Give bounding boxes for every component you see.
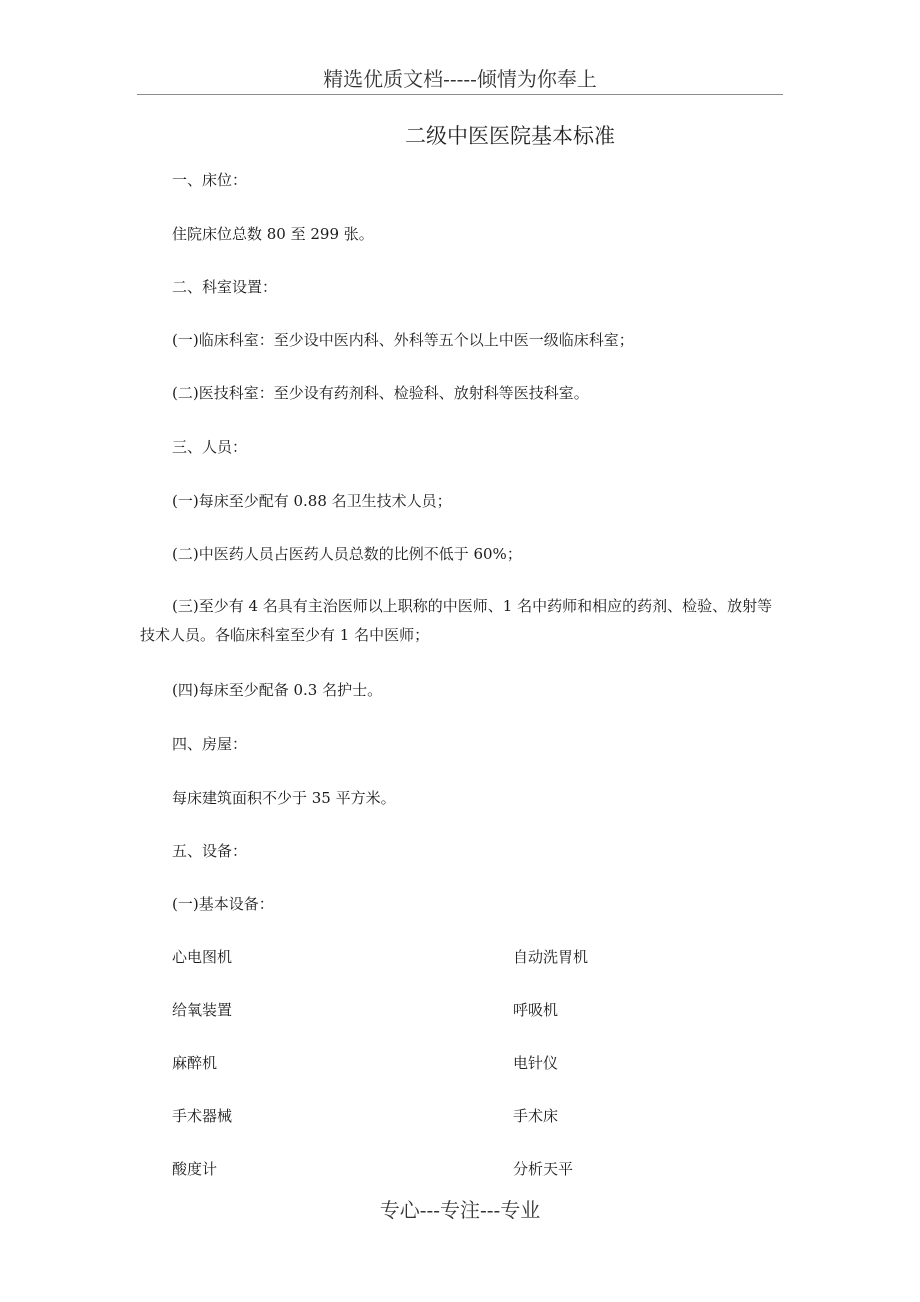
page-footer: 专心---专注---专业 [379,1198,541,1222]
equipment-item: 自动洗胃机 [513,948,589,966]
document-title: 二级中医医院基本标准 [405,124,615,148]
equipment-item: 给氧装置 [172,1001,233,1019]
equipment-subheading: (一)基本设备： [172,895,274,913]
equipment-item: 酸度计 [172,1160,218,1178]
equipment-item: 手术床 [513,1107,559,1125]
housing-text: 每床建筑面积不少于 35 平方米。 [172,789,396,807]
equipment-item: 心电图机 [172,948,233,966]
staff-item: (二)中医药人员占医药人员总数的比例不低于 60%； [172,545,522,563]
beds-text: 住院床位总数 80 至 299 张。 [172,225,374,243]
staff-item-paragraph: (三)至少有 4 名具有主治医师以上职称的中医师、1 名中药师和相应的药剂、检验、放射等技术人员。各临床科室至少有 1 名中医师； [140,597,773,644]
equipment-item: 麻醉机 [172,1054,218,1072]
department-item: (二)医技科室：至少设有药剂科、检验科、放射科等医技科室。 [172,384,589,402]
department-item: (一)临床科室：至少设中医内科、外科等五个以上中医一级临床科室； [172,331,634,349]
page-header: 精选优质文档-----倾情为你奉上 [137,64,783,95]
equipment-item: 分析天平 [513,1160,574,1178]
section-heading-beds: 一、床位： [172,171,248,189]
equipment-item: 手术器械 [172,1107,233,1125]
staff-item: (四)每床至少配备 0.3 名护士。 [172,681,383,699]
equipment-item: 呼吸机 [513,1001,559,1019]
equipment-item: 电针仪 [513,1054,559,1072]
section-heading-housing: 四、房屋： [172,735,248,753]
section-heading-staff: 三、人员： [172,438,248,456]
section-heading-departments: 二、科室设置： [172,278,278,296]
section-heading-equipment: 五、设备： [172,842,248,860]
staff-item: (一)每床至少配有 0.88 名卫生技术人员； [172,492,452,510]
